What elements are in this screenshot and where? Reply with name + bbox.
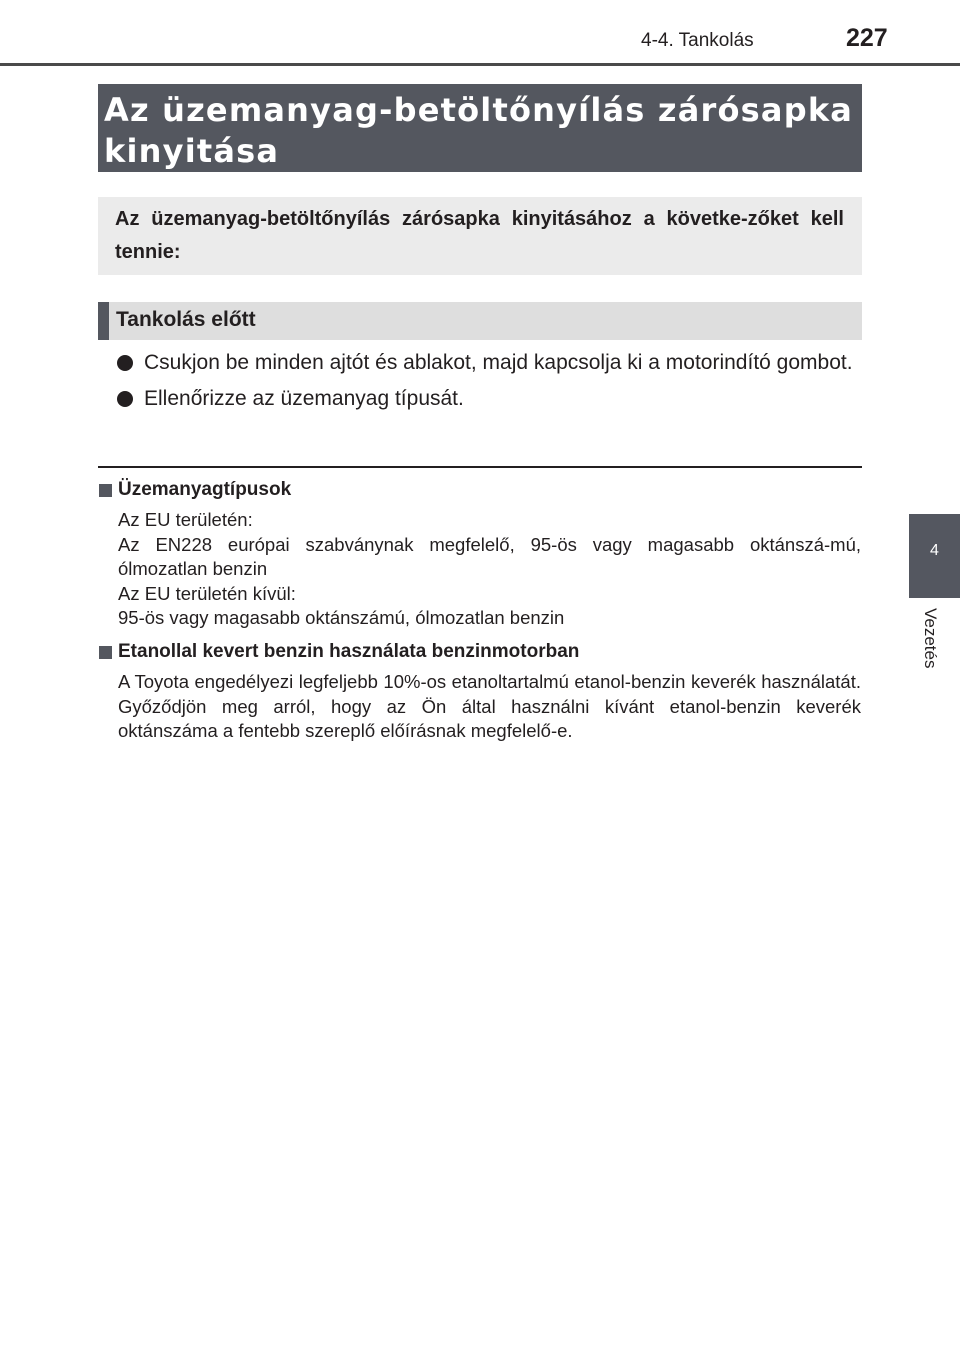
square-bullet-icon [99, 484, 112, 497]
intro-box [98, 197, 862, 275]
page-number: 227 [846, 24, 888, 52]
note-line: 95-ös vagy magasabb oktánszámú, ólmozatlan benzin [118, 607, 565, 628]
section-title: Az üzemanyag-betöltőnyílás zárósapka kinyitása [104, 91, 854, 170]
note-line: Az EU területén kívül: [118, 582, 296, 604]
note-line: Az EN228 európai szabványnak megfelelő, 95-ös vagy magasabb oktánszá-mú, ólmozatlan benzin [118, 533, 861, 579]
notes-divider [98, 466, 862, 468]
subsection-header [98, 302, 862, 340]
bullet-dot-icon [117, 355, 133, 371]
section-title-box [98, 84, 862, 172]
note-fuel-types [99, 478, 861, 631]
note-heading-text: Üzemanyagtípusok [118, 479, 292, 500]
bullet-dot-icon [117, 391, 133, 407]
bullet-item [117, 346, 863, 379]
note-line: Az EU területén: [118, 509, 253, 530]
bullet-text: Csukjon be minden ajtót és ablakot, majd kapcsolja ki a motorindító gombot. [144, 351, 853, 374]
note-heading [99, 640, 861, 664]
note-ethanol [99, 640, 861, 744]
intro-text: Az üzemanyag-betöltőnyílás zárósapka kinyitásához a követke-zőket kell tennie: [115, 208, 844, 263]
chapter-label: Vezetés [921, 608, 940, 669]
chapter-number: 4 [930, 542, 939, 559]
chapter-tab [909, 514, 960, 598]
header-divider [0, 63, 960, 66]
section-label: 4-4. Tankolás [641, 30, 754, 51]
bullet-item [117, 382, 863, 415]
note-body [118, 508, 861, 631]
note-heading-text: Etanollal kevert benzin használata benzinmotorban [118, 641, 580, 662]
subsection-title: Tankolás előtt [116, 308, 256, 331]
bullet-list [117, 346, 863, 418]
note-body: A Toyota engedélyezi legfeljebb 10%-os etanoltartalmú etanol-benzin keverék használatát. Győződjön meg arról, hogy az Ön által használni kívánt etanol-benzin keverék oktánszáma a fentebb szereplő előírásnak megfelelő-e. [118, 671, 861, 741]
square-bullet-icon [99, 646, 112, 659]
note-heading [99, 478, 861, 502]
bullet-text: Ellenőrizze az üzemanyag típusát. [144, 387, 464, 410]
